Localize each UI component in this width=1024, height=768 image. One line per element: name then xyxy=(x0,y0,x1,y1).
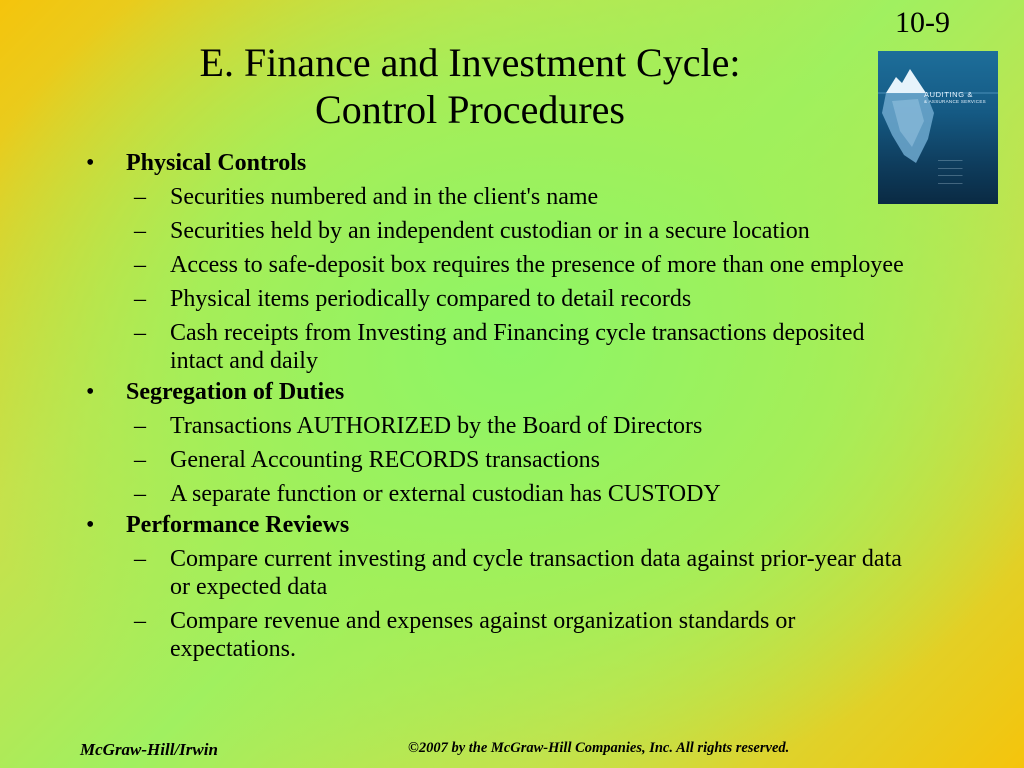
bullet-icon: • xyxy=(86,150,95,176)
dash-icon: – xyxy=(134,546,146,572)
list-item-text: A separate function or external custodian has CUSTODY xyxy=(170,481,721,507)
section-heading-performance-reviews xyxy=(86,511,946,539)
list-item xyxy=(86,607,946,663)
dash-icon: – xyxy=(134,413,146,439)
bullet-icon: • xyxy=(86,512,95,538)
list-item-text: Compare current investing and cycle transaction data against prior-year data or expected data xyxy=(170,546,902,600)
list-item-text: Physical items periodically compared to detail records xyxy=(170,286,692,312)
list-item xyxy=(86,446,946,474)
book-cover-title-text: AUDITING & xyxy=(924,90,973,99)
list-item xyxy=(86,480,946,508)
slide-title-line-2: Control Procedures xyxy=(315,86,625,132)
slide-number: 10-9 xyxy=(895,6,950,39)
list-item xyxy=(86,217,946,245)
list-item-text: General Accounting RECORDS transactions xyxy=(170,447,600,473)
bullet-icon: • xyxy=(86,379,95,405)
book-cover-subtitle: & ASSURANCE SERVICES xyxy=(924,99,986,105)
section-heading-text: Segregation of Duties xyxy=(126,379,345,405)
list-item-text: Transactions AUTHORIZED by the Board of Directors xyxy=(170,413,703,439)
dash-icon: – xyxy=(134,184,146,210)
slide-title-line-1: E. Finance and Investment Cycle: xyxy=(199,40,741,85)
section-heading-text: Performance Reviews xyxy=(126,512,350,538)
book-cover-authors: ——————— ——————— ——————— ——————— xyxy=(938,158,963,186)
dash-icon: – xyxy=(134,252,146,278)
list-item-text: Securities held by an independent custodian or in a secure location xyxy=(170,218,810,244)
list-item-text: Access to safe-deposit box requires the presence of more than one employee xyxy=(170,252,904,278)
list-item xyxy=(86,412,946,440)
dash-icon: – xyxy=(134,447,146,473)
section-heading-text: Physical Controls xyxy=(126,150,307,176)
list-item-text: Cash receipts from Investing and Financing cycle transactions deposited intact and daily xyxy=(170,320,865,374)
book-cover-title xyxy=(924,91,996,105)
dash-icon: – xyxy=(134,320,146,346)
footer-copyright: ©2007 by the McGraw-Hill Companies, Inc. All rights reserved. xyxy=(408,740,790,756)
slide-title xyxy=(80,40,860,134)
list-item-text: Compare revenue and expenses against organization standards or expectations. xyxy=(170,608,796,662)
list-item xyxy=(86,183,946,211)
dash-icon: – xyxy=(134,481,146,507)
list-item xyxy=(86,319,946,375)
dash-icon: – xyxy=(134,218,146,244)
list-item xyxy=(86,285,946,313)
dash-icon: – xyxy=(134,286,146,312)
section-heading-segregation-of-duties xyxy=(86,378,946,406)
list-item xyxy=(86,251,946,279)
section-heading-physical-controls xyxy=(86,149,946,177)
slide-body xyxy=(86,146,946,663)
footer-publisher: McGraw-Hill/Irwin xyxy=(80,740,218,759)
list-item-text: Securities numbered and in the client's name xyxy=(170,184,599,210)
list-item xyxy=(86,545,946,601)
dash-icon: – xyxy=(134,608,146,634)
